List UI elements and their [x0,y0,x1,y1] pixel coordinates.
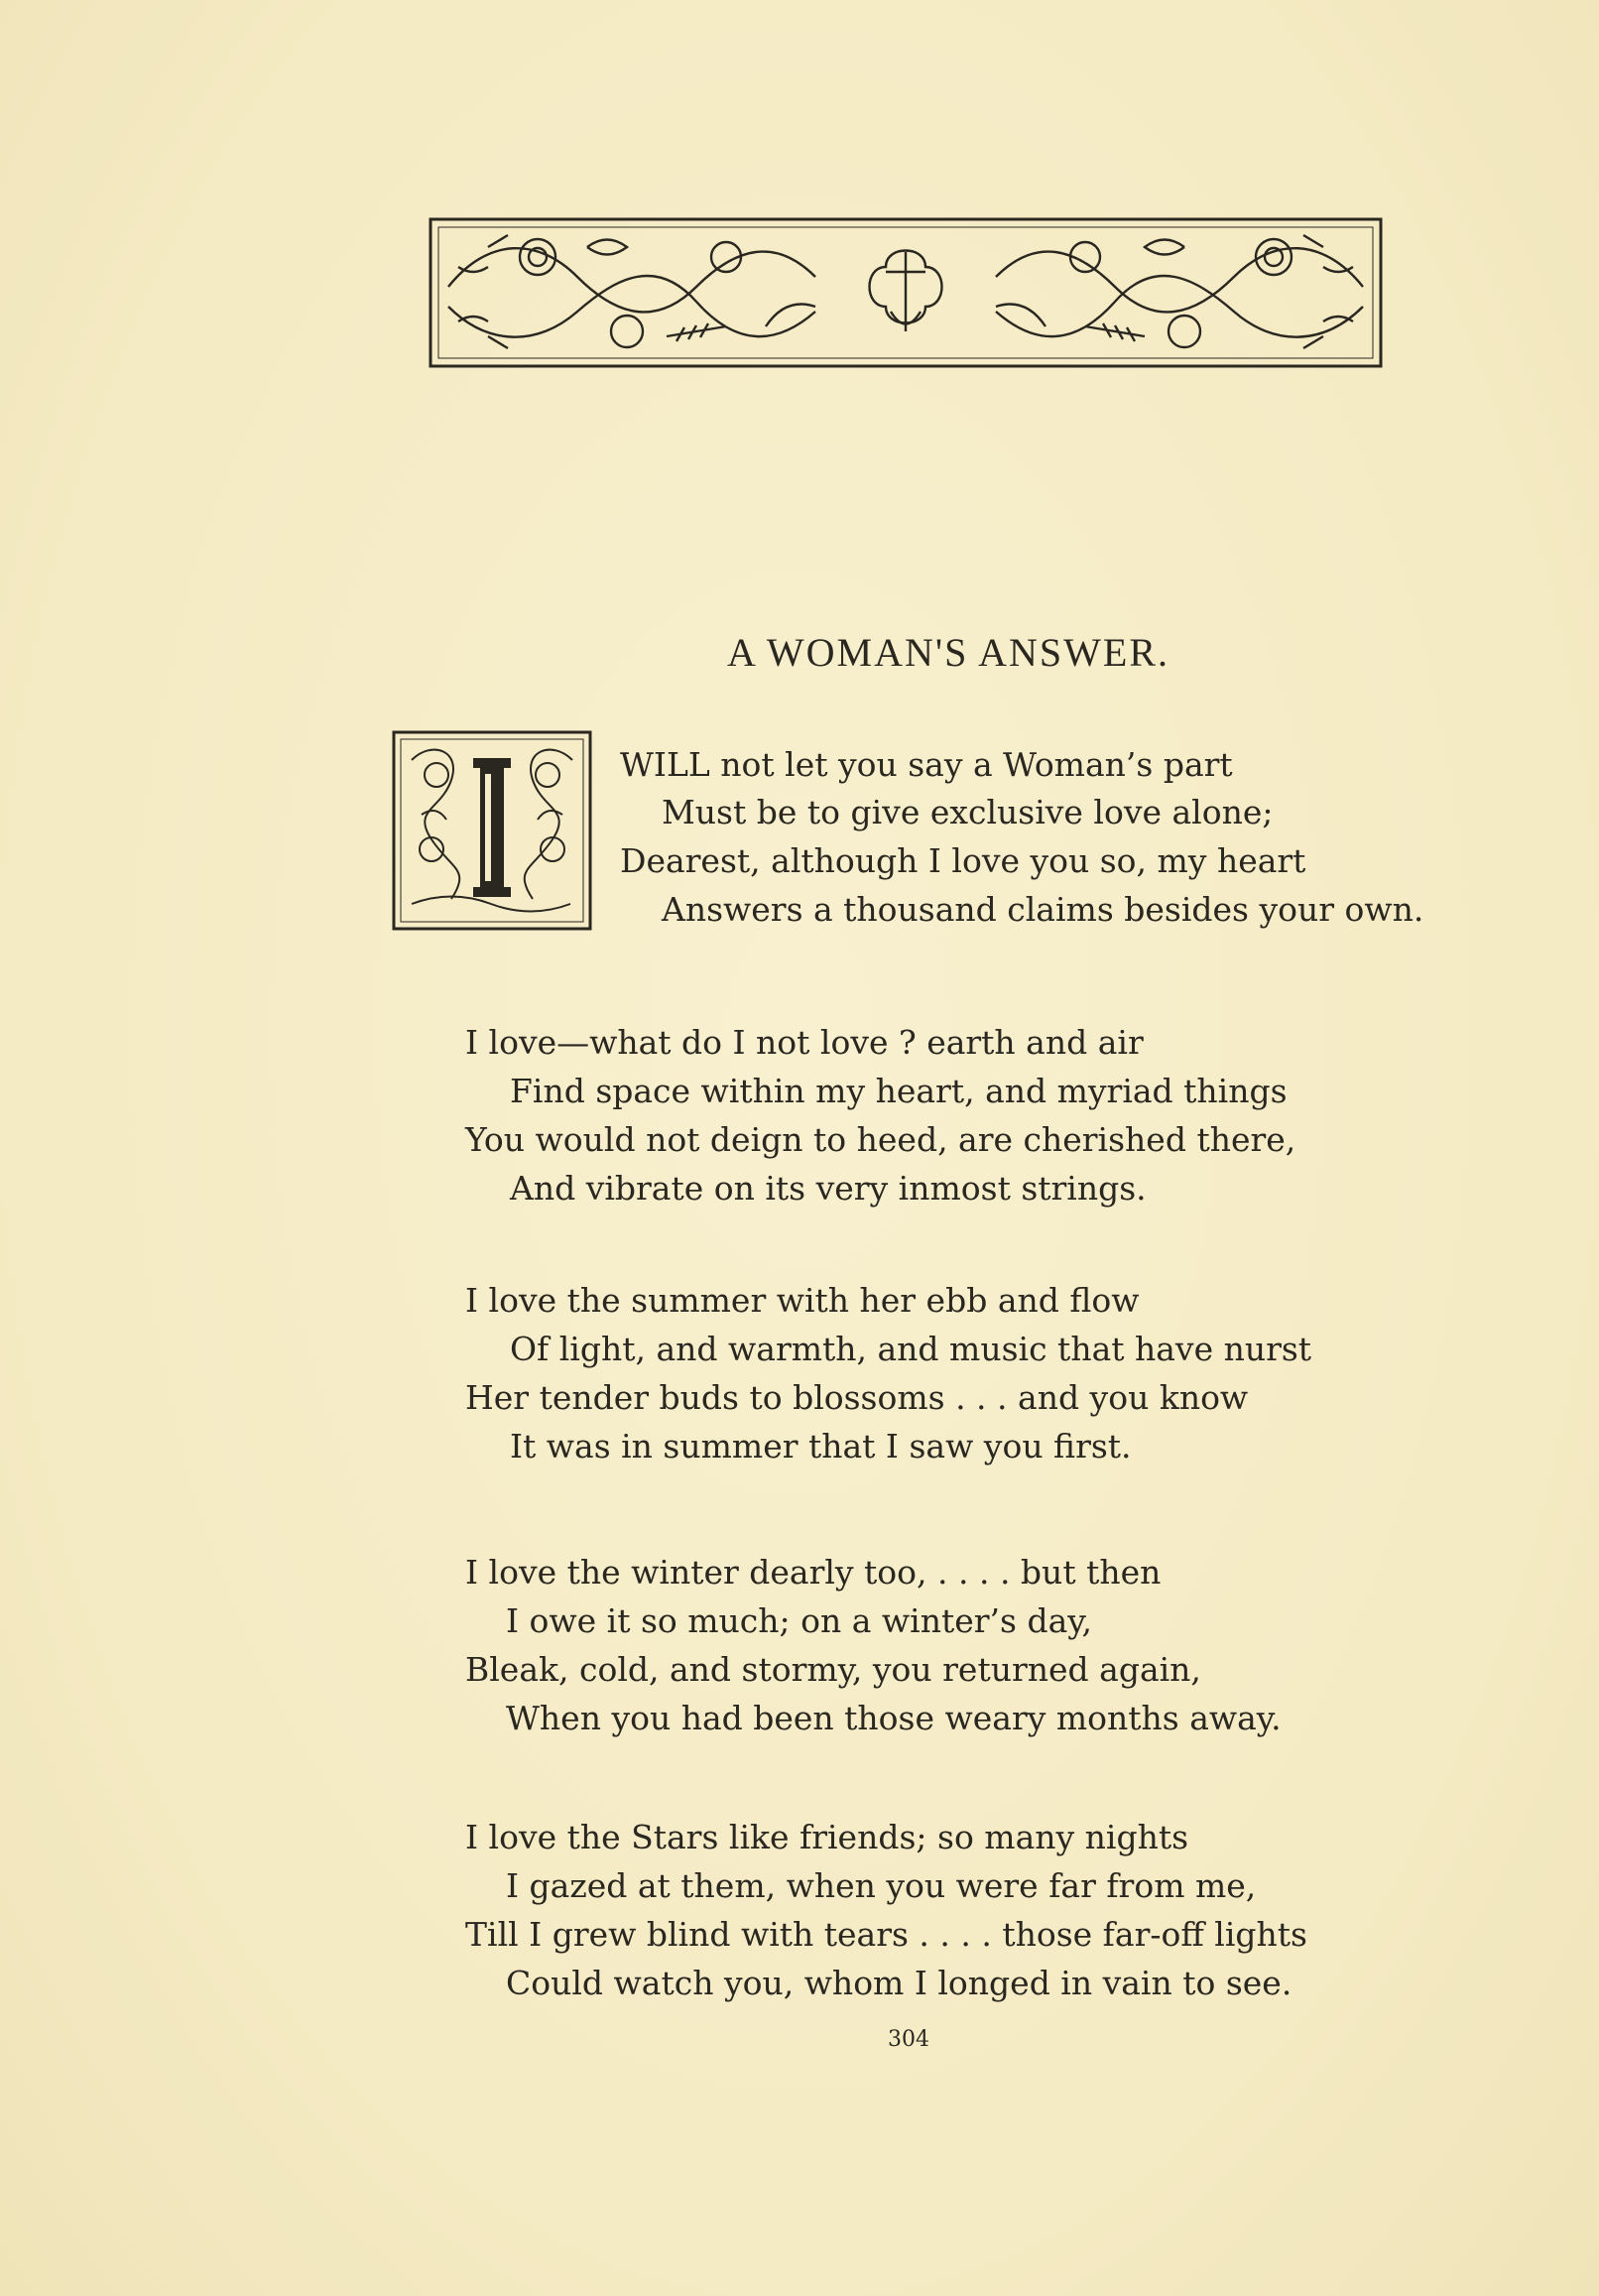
poem-line: Dearest, although I love you so, my heart [620,841,1306,880]
poem-line: I love the Stars like friends; so many nights [465,1818,1189,1856]
poem-line: WILL not let you say a Woman’s part [620,745,1233,784]
poem-line: You would not deign to heed, are cherished there, [465,1120,1296,1159]
poem-line: It was in summer that I saw you first. [510,1427,1132,1466]
poem-line: Could watch you, whom I longed in vain to see. [506,1964,1292,2002]
poem-line: I love—what do I not love ? earth and air [465,1023,1144,1062]
poem-line: Bleak, cold, and stormy, you returned again, [465,1650,1201,1689]
poem-line: Till I grew blind with tears . . . . those far-off lights [465,1915,1307,1954]
poem-line: I gazed at them, when you were far from me, [506,1866,1257,1905]
poem-line: Answers a thousand claims besides your own. [662,890,1424,929]
poem-line: I love the summer with her ebb and flow [465,1281,1140,1320]
ornamental-headpiece [429,217,1383,368]
poem-line: When you had been those weary months away. [506,1699,1282,1737]
page-number: 304 [888,2027,929,2052]
poem-line: Of light, and warmth, and music that have nurst [510,1330,1312,1368]
poem-line: Find space within my heart, and myriad things [510,1072,1288,1110]
poem-line: I love the winter dearly too, . . . . but then [465,1553,1162,1592]
poem-line: Her tender buds to blossoms . . . and you know [465,1378,1249,1417]
illuminated-drop-cap-i [392,730,592,931]
poem-line: Must be to give exclusive love alone; [662,793,1274,831]
poem-line: I owe it so much; on a winter’s day, [506,1601,1093,1640]
poem-title: A WOMAN'S ANSWER. [726,630,1170,675]
poem-line: And vibrate on its very inmost strings. [510,1169,1147,1208]
